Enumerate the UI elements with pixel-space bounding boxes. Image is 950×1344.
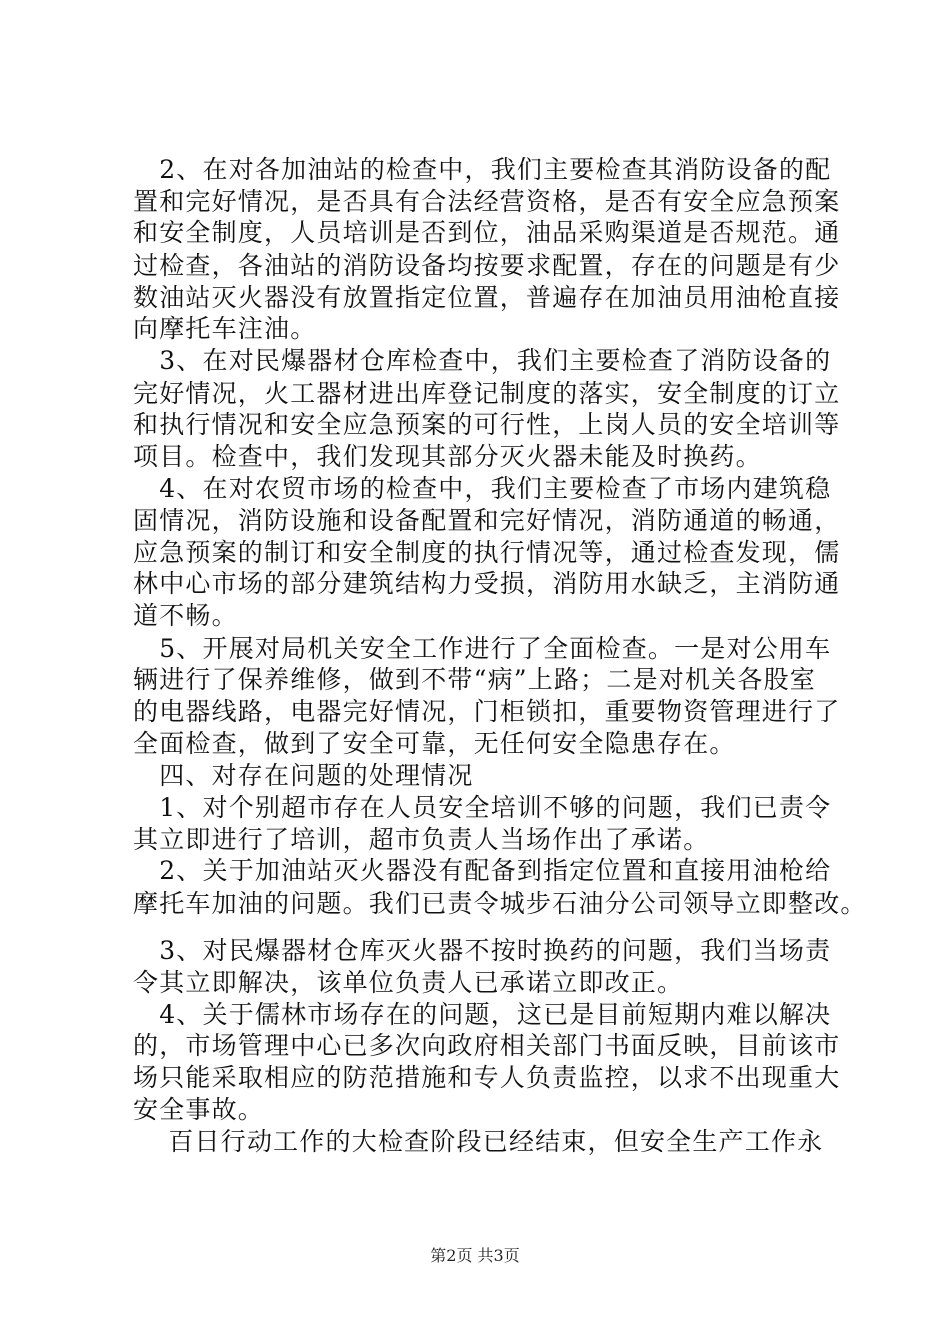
- text-line: 全面检查，做到了安全可靠，无任何安全隐患存在。: [133, 729, 736, 758]
- text-line: 百日行动工作的大检查阶段已经结束，但安全生产工作永: [133, 1127, 824, 1156]
- text-line: 过检查，各油站的消防设备均按要求配置，存在的问题是有少: [133, 251, 841, 280]
- text-line: 4、在对农贸市场的检查中，我们主要检查了市场内建筑稳: [133, 474, 832, 503]
- text-line: 和安全制度，人员培训是否到位，油品采购渠道是否规范。通: [133, 218, 841, 247]
- text-line: 道不畅。: [133, 601, 238, 630]
- text-line: 置和完好情况，是否具有合法经营资格，是否有安全应急预案: [133, 187, 841, 216]
- text-line: 其立即进行了培训，超市负责人当场作出了承诺。: [133, 825, 710, 854]
- page-footer: 第2页 共3页: [430, 1246, 520, 1265]
- text-line: 完好情况，火工器材进出库登记制度的落实，安全制度的订立: [133, 379, 841, 408]
- text-line: 的，市场管理中心已多次向政府相关部门书面反映，目前该市: [133, 1031, 841, 1060]
- text-line: 数油站灭火器没有放置指定位置，普遍存在加油员用油枪直接: [133, 283, 841, 312]
- text-line: 的电器线路，电器完好情况，门柜锁扣，重要物资管理进行了: [133, 697, 841, 726]
- text-line: 林中心市场的部分建筑结构力受损，消防用水缺乏，主消防通: [133, 569, 841, 598]
- text-line: 3、在对民爆器材仓库检查中，我们主要检查了消防设备的: [133, 346, 832, 375]
- text-line: 应急预案的制订和安全制度的执行情况等，通过检查发现，儒: [133, 538, 841, 567]
- text-line: 3、对民爆器材仓库灭火器不按时换药的问题，我们当场责: [133, 936, 832, 965]
- text-line: 安全事故。: [133, 1095, 265, 1124]
- section-heading: 四、对存在问题的处理情况: [133, 761, 474, 790]
- text-line: 2、关于加油站灭火器没有配备到指定位置和直接用油枪给: [133, 856, 832, 885]
- text-line: 向摩托车注油。: [133, 314, 317, 343]
- text-line: 场只能采取相应的防范措施和专人负责监控，以求不出现重大: [133, 1063, 841, 1092]
- text-line: 5、开展对局机关安全工作进行了全面检查。一是对公用车: [133, 634, 832, 663]
- text-line: 令其立即解决，该单位负责人已承诺立即改正。: [133, 968, 684, 997]
- text-line: 1、对个别超市存在人员安全培训不够的问题，我们已责令: [133, 793, 832, 822]
- text-line: 固情况，消防设施和设备配置和完好情况，消防通道的畅通，: [133, 506, 841, 535]
- text-line: 和执行情况和安全应急预案的可行性，上岗人员的安全培训等: [133, 410, 841, 439]
- text-line: 辆进行了保养维修，做到不带“病”上路；二是对机关各股室: [133, 665, 816, 694]
- text-line: 摩托车加油的问题。我们已责令城步石油分公司领导立即整改。: [133, 889, 867, 918]
- text-line: 项目。检查中，我们发现其部分灭火器未能及时换药。: [133, 442, 762, 471]
- text-line: 4、关于儒林市场存在的问题，这已是目前短期内难以解决: [133, 1000, 832, 1029]
- text-line: 2、在对各加油站的检查中，我们主要检查其消防设备的配: [133, 155, 832, 184]
